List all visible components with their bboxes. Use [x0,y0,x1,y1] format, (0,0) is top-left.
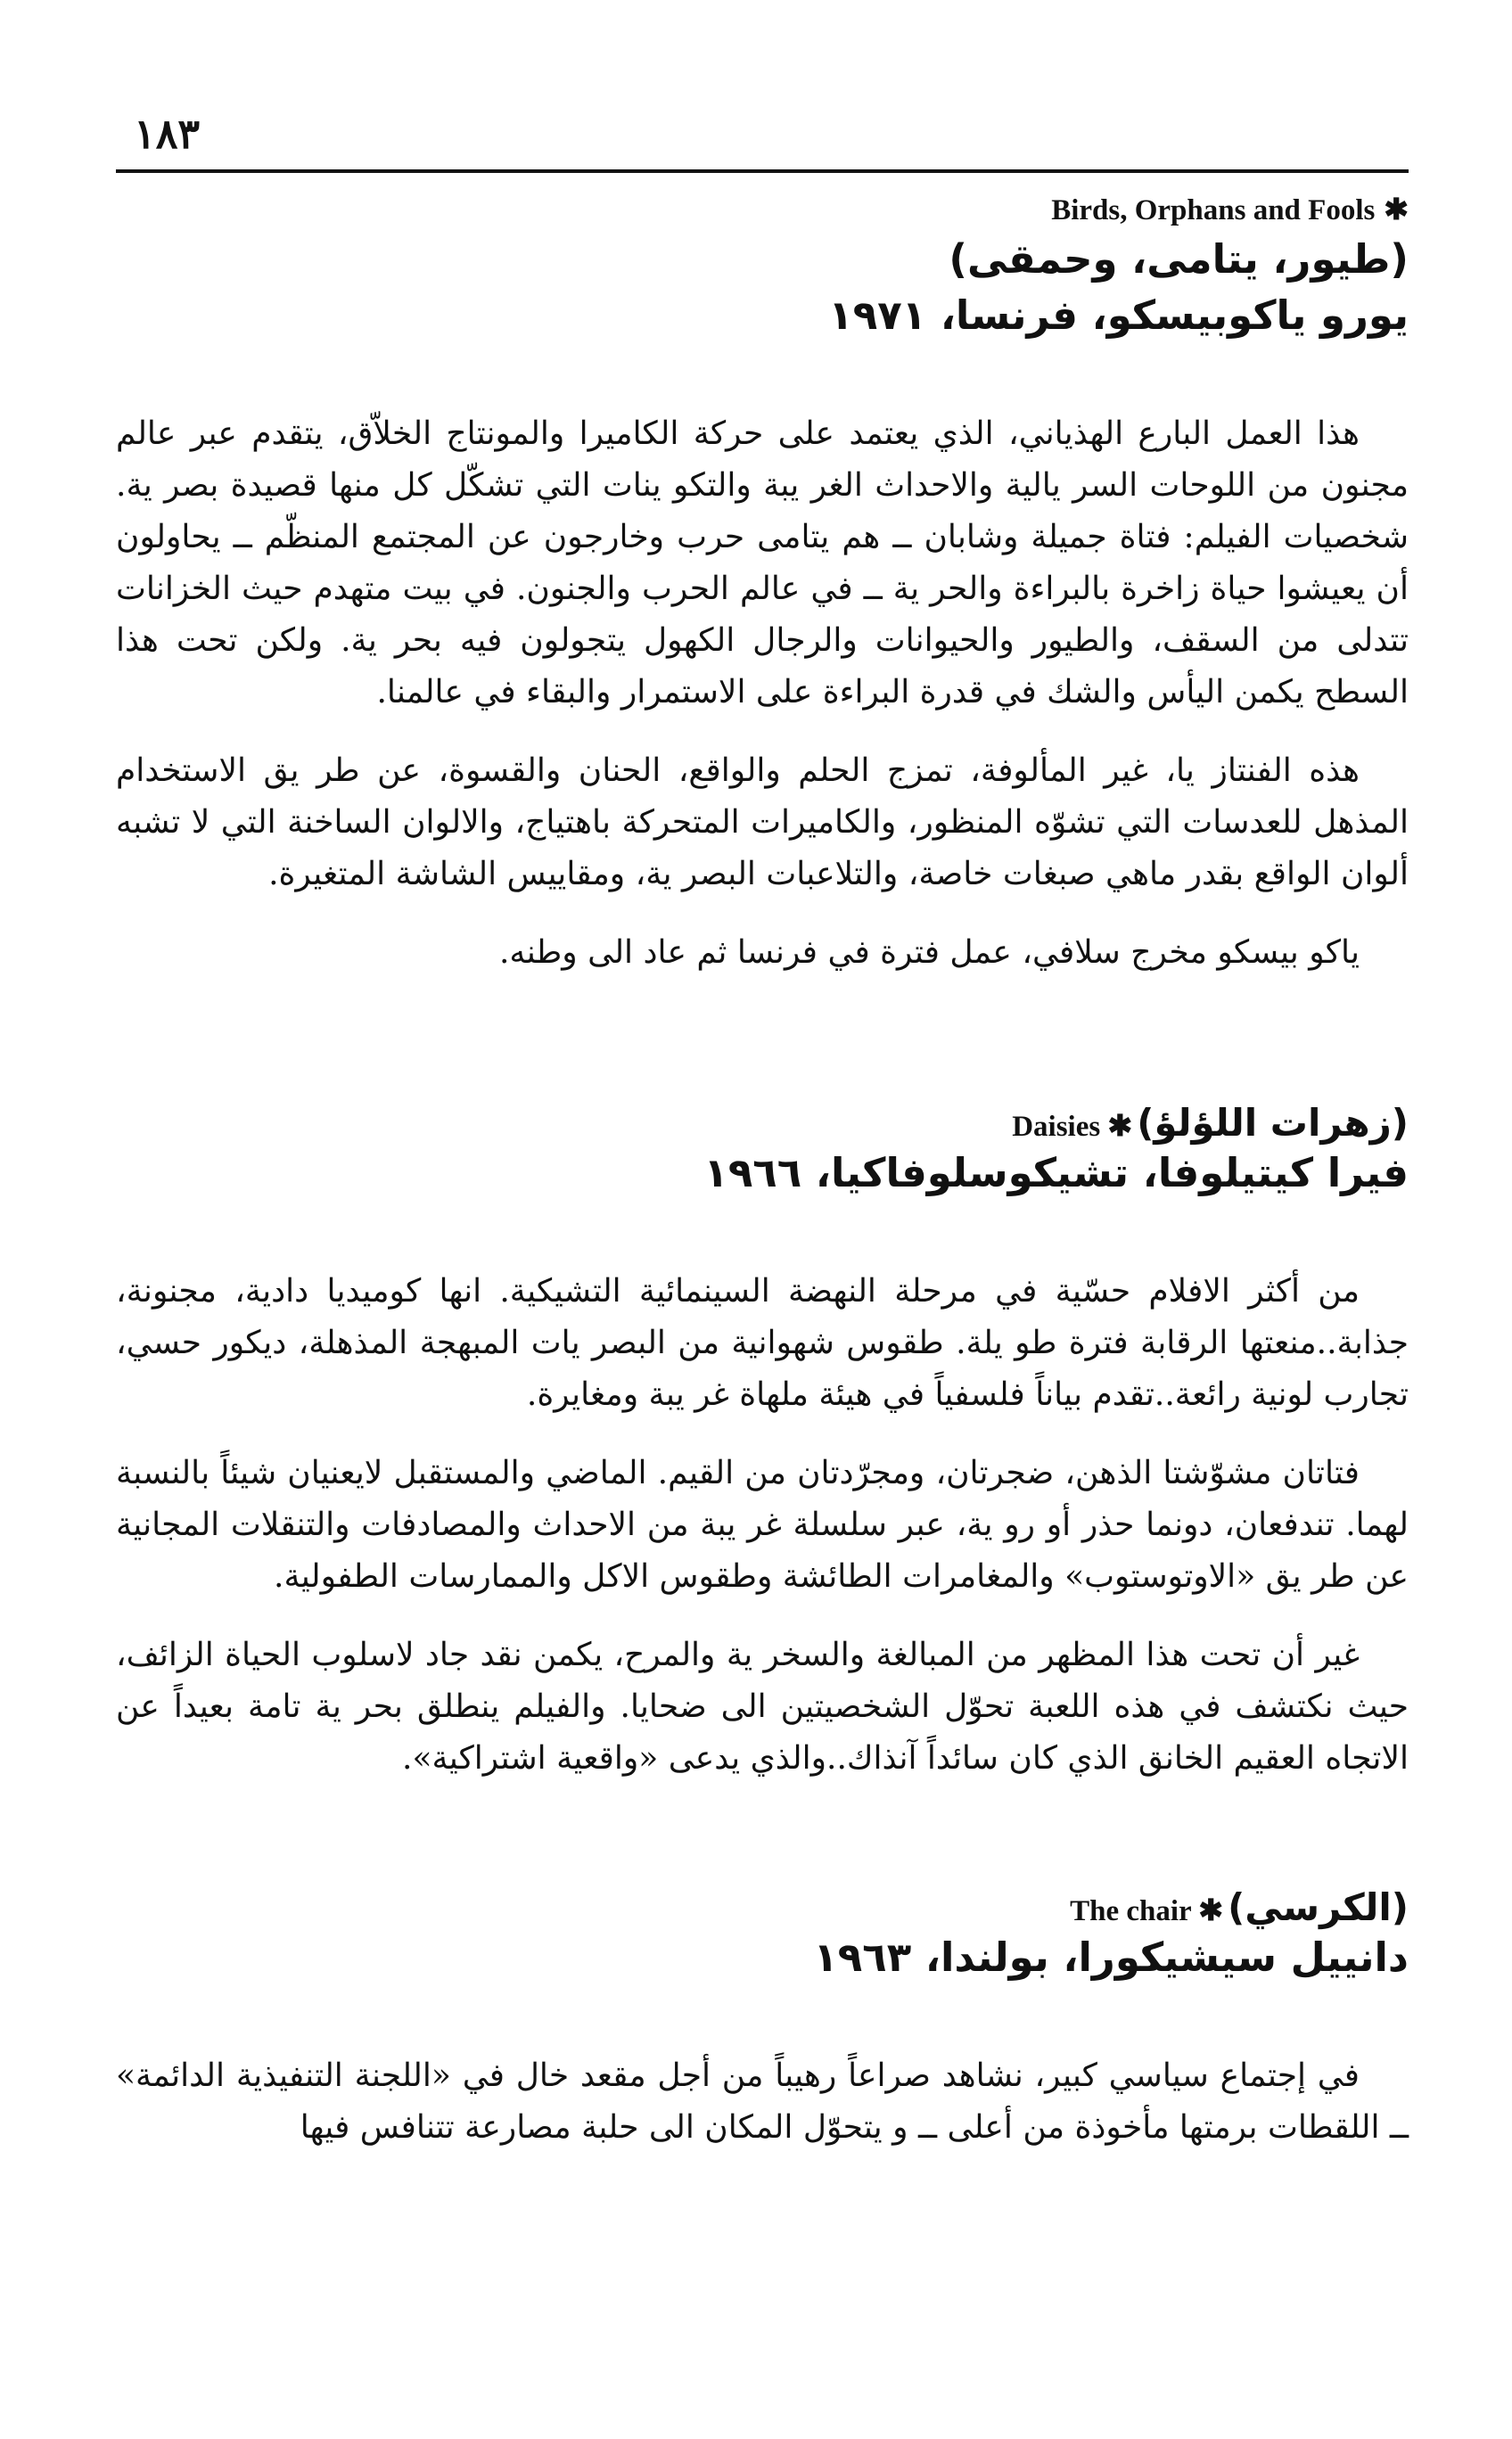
film-paragraph: في إجتماع سياسي كبير، نشاهد صراعاً رهيباً من أجل مقعد خال في «اللجنة التنفيذية الدائمة» ــ اللقطات برمتها مأخوذة من أعلى ــ و يتحوّل المكان الى حلبة مصارعة تتنافس فيها [116,2057,1409,2146]
film-entry-the-chair [116,1885,1409,2154]
star-bullet-icon: ✱ [1384,194,1409,226]
film-arabic-title: (طيور، يتامى، وحمقى) [949,235,1409,283]
film-entry-birds-orphans-fools [116,189,1409,979]
film-paragraph: فتاتان مشوّشتا الذهن، ضجرتان، ومجرّدتان من القيم. الماضي والمستقبل لايعنيان شيئاً بالنسبة لهما. تندفعان، دونما حذر أو رو ية، عبر سلسلة غر يبة من الاحداث والمصادفات والتنقلات المجانية عن طر يق «الاوتوستوب» والمغامرات الطائشة وطقوس الاكل والممارسات الطفولية. [116,1455,1409,1595]
header-rule [116,169,1409,173]
star-bullet-icon: ✱ [1198,1895,1223,1927]
film-paragraph: هذا العمل البارع الهذياني، الذي يعتمد على حركة الكاميرا والمونتاج الخلاّق، يتقدم عبر عالم مجنون من اللوحات السر يالية والاحداث الغر يبة والتكو ينات التي تشكّل كل منها قصيدة بصر ية. شخصيات الفيلم: فتاة جميلة وشابان ــ هم يتامى حرب وخارجون عن المجتمع المنظّم ــ يحاولون أن يعيشوا حياة زاخرة بالبراءة والحر ية ــ في عالم الحرب والجنون. في بيت متهدم حيث الخزانات تتدلى من السقف، والطيور والحيوانات والرجال الكهول يتجولون فيه بحر ية. ولكن تحت هذا السطح يكمن اليأس والشك في قدرة البراءة على الاستمرار والبقاء في عالمنا. [116,415,1409,710]
film-director-country-year: فيرا كيتيلوفا، تشيكوسلوفاكيا، ١٩٦٦ [703,1149,1409,1196]
film-paragraph: غير أن تحت هذا المظهر من المبالغة والسخر ية والمرح، يكمن نقد جاد لاسلوب الحياة الزائف، حيث نكتشف في هذه اللعبة تحوّل الشخصيتين الى ضحايا. والفيلم ينطلق بحر ية تامة بعيداً عن الاتجاه العقيم الخانق الذي كان سائداً آنذاك..والذي يدعى «واقعية اشتراكية». [116,1637,1409,1777]
film-paragraph: من أكثر الافلام حسّية في مرحلة النهضة السينمائية التشيكية. انها كوميديا دادية، مجنونة، جذابة..منعتها الرقابة فترة طو يلة. طقوس شهوانية من البصر يات المبهجة المذهلة، ديكور حسي، تجارب لونية رائعة..تقدم بياناً فلسفياً في هيئة ملهاة غر يبة ومغايرة. [116,1273,1409,1413]
film-arabic-title: (زهرات اللؤلؤ) [1137,1101,1409,1145]
film-title-row [116,1101,1409,1145]
film-paragraph: ياكو بيسكو مخرج سلافي، عمل فترة في فرنسا ثم عاد الى وطنه. [498,934,1360,971]
film-english-title [1070,1895,1223,1927]
film-director-country-year: يورو ياكوبيسكو، فرنسا، ١٩٧١ [828,292,1409,339]
film-english-title-text: The chair [1070,1895,1192,1927]
book-page [116,107,1409,2389]
page-number: ١٨٣ [134,110,201,158]
film-english-title [1012,1111,1132,1143]
film-title-row [116,1885,1409,1929]
film-paragraph: هذه الفنتاز يا، غير المألوفة، تمزج الحلم والواقع، الحنان والقسوة، عن طر يق الاستخدام المذهل للعدسات التي تشوّه المنظور، والكاميرات المتحركة باهتياج، والالوان الساخنة التي لا تشبه ألوان الواقع بقدر ماهي صبغات خاصة، والتلاعبات البصر ية، ومقاييس الشاشة المتغيرة. [116,752,1409,892]
film-english-title-text: Birds, Orphans and Fools [1051,194,1376,226]
film-english-title-text: Daisies [1012,1111,1101,1143]
star-bullet-icon: ✱ [1107,1111,1133,1143]
film-arabic-title: (الكرسي) [1228,1885,1409,1929]
film-director-country-year: دانييل سيشيكورا، بولندا، ١٩٦٣ [813,1934,1409,1981]
film-english-title [116,189,1409,232]
film-entry-daisies [116,1101,1409,1785]
